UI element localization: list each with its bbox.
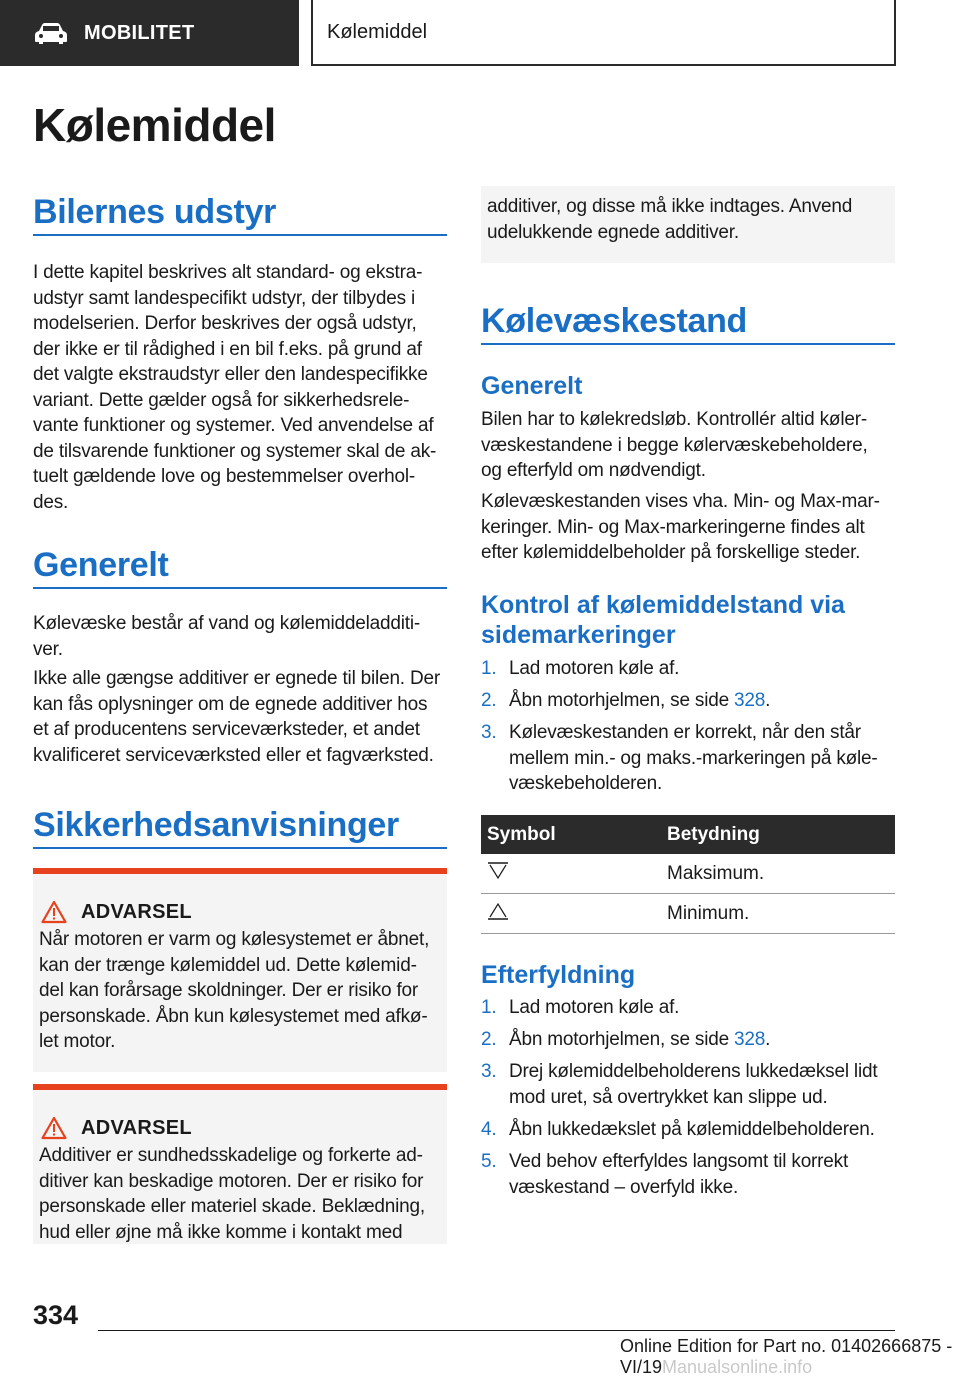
paragraph-generelt-2: [33, 666, 447, 768]
text-line: hud eller øjne må ikke komme i kontakt med: [39, 1221, 403, 1243]
table-row: [481, 854, 895, 894]
edition-text: Online Edition for Part no. 01402666875 - VI/19: [620, 1336, 953, 1377]
table-cell-symbol: [481, 901, 667, 927]
text-line: vante funktioner og systemer. Ved anvendelse af: [33, 415, 434, 436]
list-item: [481, 1117, 875, 1143]
step-text: [509, 1027, 770, 1053]
warning-triangle-icon: [41, 1116, 67, 1140]
max-marker-icon: [487, 861, 509, 881]
warning-bar: [33, 868, 447, 874]
warning-triangle-icon: [41, 900, 67, 924]
step-text-part: Åbn motorhjelmen, se side: [509, 690, 735, 711]
text-line: mod uret, så overtrykket kan slippe ud.: [509, 1086, 828, 1108]
warning-text: [487, 194, 891, 245]
paragraph-koeler-2: [481, 489, 895, 566]
step-text: Lad motoren køle af.: [509, 997, 680, 1018]
warning-bar: [33, 1084, 447, 1090]
section-divider: [33, 847, 447, 849]
text-line: Ikke alle gængse additiver er egnede til bilen. Der: [33, 668, 440, 689]
warning-text: [39, 927, 443, 1055]
step-text: [509, 1149, 848, 1200]
warning-header: [41, 1116, 192, 1140]
list-item: [481, 1149, 848, 1200]
text-line: udelukkende egnede additiver.: [487, 221, 739, 243]
text-line: de tilsvarende funktioner og systemer skal de ak-: [33, 440, 437, 462]
warning-label: ADVARSEL: [81, 900, 192, 923]
page-title: Kølemiddel: [33, 99, 276, 151]
table-header: [481, 815, 895, 854]
text-line: variant. Dette gælder også for sikkerhedsrele-: [33, 389, 410, 411]
chapter-title: Kølemiddel: [311, 0, 896, 66]
text-line: væskestandene i begge kølervæskebeholdere,: [481, 434, 868, 456]
list-item: [481, 1027, 770, 1053]
step-number: 1.: [481, 658, 497, 679]
text-line: og efterfyld om nødvendigt.: [481, 460, 706, 481]
text-line: keringer. Min- og Max-markeringerne findes alt: [481, 516, 865, 538]
warning-label: ADVARSEL: [81, 1116, 192, 1139]
list-item: [481, 995, 679, 1021]
step-number: 5.: [481, 1151, 497, 1172]
page-number: 334: [33, 1300, 79, 1330]
step-number: 4.: [481, 1119, 497, 1140]
step-number: 3.: [481, 1061, 497, 1082]
text-line: modelserien. Derfor beskrives der også udstyr,: [33, 313, 417, 334]
subheading-generelt: Generelt: [481, 372, 583, 400]
step-text: [509, 688, 770, 714]
text-line: Drej kølemiddelbeholderens lukkedæksel lidt: [509, 1061, 878, 1082]
subheading-efterfyldning: Efterfyldning: [481, 961, 636, 989]
heading-line: Kontrol af kølemiddelstand via: [481, 591, 845, 619]
text-line: personskade. Åbn kun kølesystemet med afkø-: [39, 1005, 428, 1027]
step-text: Åbn lukkedækslet på kølemiddelbeholderen.: [509, 1119, 875, 1140]
text-line: let motor.: [39, 1031, 116, 1052]
warning-header: [41, 900, 192, 924]
chapter-tab-label: MOBILITET: [84, 21, 195, 44]
table-cell-symbol: [481, 861, 667, 887]
heading-line: sidemarkeringer: [481, 621, 676, 649]
step-text-part: .: [765, 690, 771, 711]
text-line: Når motoren er varm og kølesystemet er åbnet,: [39, 929, 430, 950]
list-item: [481, 688, 770, 714]
warning-box: [33, 1084, 447, 1244]
footer-divider: [98, 1330, 895, 1331]
text-line: personskade eller materiel skade. Beklædning,: [39, 1196, 425, 1217]
text-line: Kølevæske består af vand og kølemiddeladditi-: [33, 613, 421, 634]
page-link[interactable]: 328: [734, 690, 766, 711]
section-divider: [33, 587, 447, 589]
text-line: det valgte ekstraudstyr eller den landespecifikke: [33, 364, 428, 385]
section-heading-koelevaeskestand: Kølevæskestand: [481, 302, 748, 340]
text-line: Bilen har to kølekredsløb. Kontrollér altid køler-: [481, 409, 867, 430]
car-icon: [34, 22, 68, 44]
text-line: Kølevæskestanden vises vha. Min- og Max-mar-: [481, 491, 880, 512]
text-line: additiver, og disse må ikke indtages. Anvend: [487, 196, 853, 217]
chapter-tab[interactable]: [0, 0, 299, 66]
column-header-symbol: Symbol: [487, 823, 556, 845]
watermark-text: Manualsonline.info: [662, 1357, 813, 1377]
list-item: [481, 1059, 877, 1110]
text-line: mellem min.- og maks.-markeringen på køle-: [509, 747, 878, 769]
text-line: efter kølemiddelbeholder på forskellige steder.: [481, 542, 861, 563]
section-heading-sikkerhed: Sikkerhedsanvisninger: [33, 806, 399, 844]
warning-text: [39, 1143, 443, 1245]
text-line: kan der trænge kølemiddel ud. Dette kølemid-: [39, 954, 417, 976]
text-line: ditiver kan beskadige motoren. Der er risiko for: [39, 1170, 424, 1192]
text-line: Additiver er sundhedsskadelige og forkerte ad-: [39, 1145, 423, 1166]
column-header-betydning: Betydning: [667, 823, 760, 845]
section-divider: [33, 234, 447, 236]
text-line: der ikke er til rådighed i en bil f.eks. på grund af: [33, 338, 422, 360]
text-line: udstyr samt landespecifikt udstyr, der tilbydes i: [33, 287, 415, 309]
section-heading-udstyr: Bilernes udstyr: [33, 193, 277, 231]
step-text: [509, 1059, 877, 1110]
step-number: 2.: [481, 690, 497, 711]
text-line: ver.: [33, 638, 63, 660]
step-text-part: Åbn motorhjelmen, se side: [509, 1029, 735, 1050]
table-cell-meaning: Minimum.: [667, 902, 750, 924]
page-link[interactable]: 328: [734, 1029, 766, 1050]
step-text: [509, 720, 878, 797]
section-heading-generelt: Generelt: [33, 546, 169, 584]
text-line: væskestand – overfyld ikke.: [509, 1176, 739, 1198]
text-line: et af producentens serviceværksteder, et andet: [33, 719, 420, 740]
table-row: [481, 894, 895, 934]
list-item: [481, 656, 679, 682]
step-text: Lad motoren køle af.: [509, 658, 680, 679]
paragraph-udstyr: [33, 260, 447, 515]
warning-continuation: [481, 186, 895, 263]
text-line: I dette kapitel beskrives alt standard- og ekstra-: [33, 262, 423, 283]
warning-box: [33, 868, 447, 1072]
text-line: væskebeholderen.: [509, 773, 663, 794]
text-line: del kan forårsage skoldninger. Der er risiko for: [39, 980, 419, 1001]
text-line: kan fås oplysninger om de egnede additiver hos: [33, 693, 428, 715]
step-number: 1.: [481, 997, 497, 1018]
step-number: 3.: [481, 722, 497, 743]
step-text-part: .: [765, 1029, 771, 1050]
text-line: Kølevæskestanden er korrekt, når den står: [509, 722, 861, 743]
step-number: 2.: [481, 1029, 497, 1050]
text-line: tuelt gældende love og bestemmelser overhol-: [33, 466, 415, 487]
text-line: kvalificeret serviceværksted eller et fagværksted.: [33, 744, 434, 766]
footer-edition: [620, 1336, 960, 1378]
symbol-table: [481, 815, 895, 934]
table-cell-meaning: Maksimum.: [667, 862, 765, 884]
min-marker-icon: [487, 901, 509, 921]
section-divider: [481, 343, 895, 345]
text-line: des.: [33, 491, 69, 513]
list-item: [481, 720, 878, 797]
paragraph-generelt-1: [33, 611, 447, 662]
paragraph-koeler-1: [481, 407, 895, 484]
subheading-kontrol: [481, 590, 895, 650]
text-line: Ved behov efterfyldes langsomt til korrekt: [509, 1151, 849, 1172]
